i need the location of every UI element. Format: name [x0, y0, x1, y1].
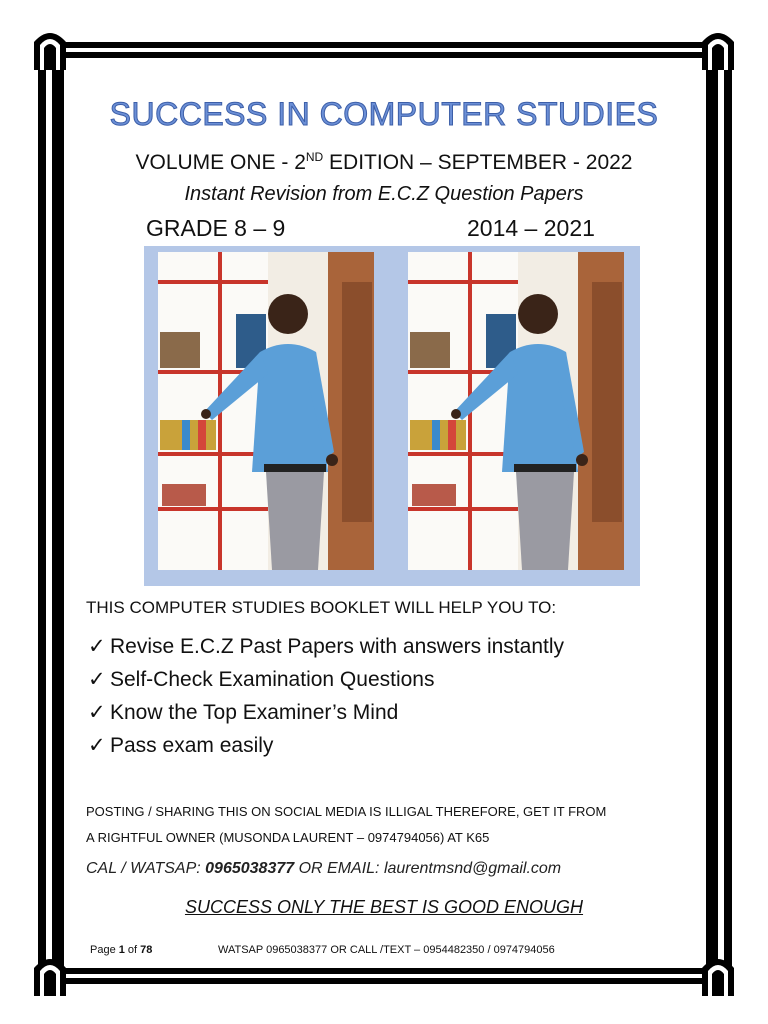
- corner-ornament-icon: [32, 954, 68, 996]
- checkmark-icon: ✓: [88, 734, 106, 757]
- author-photo-illustration: [158, 252, 374, 570]
- contact-prefix: CAL / WATSAP:: [86, 860, 206, 877]
- page-current: 1: [118, 944, 125, 956]
- edition-text: EDITION – SEPTEMBER - 2022: [323, 151, 633, 174]
- border-bottom-inner: [46, 974, 724, 978]
- document-title: SUCCESS IN COMPUTER STUDIES: [109, 96, 659, 132]
- benefit-item: [88, 634, 564, 659]
- posting-warning-line2: A RIGHTFUL OWNER (MUSONDA LAURENT – 0974794056) AT K65: [86, 830, 490, 845]
- checkmark-icon: ✓: [88, 635, 106, 658]
- checkmark-icon: ✓: [88, 668, 106, 691]
- of-label: of: [124, 944, 141, 956]
- corner-ornament-icon: [700, 954, 736, 996]
- checkmark-icon: ✓: [88, 701, 106, 724]
- footer-contact: WATSAP 0965038377 OR CALL /TEXT – 0954482350 / 0974794056: [218, 944, 555, 956]
- benefit-text: Self-Check Examination Questions: [110, 668, 435, 691]
- corner-ornament-icon: [32, 28, 68, 70]
- volume-text: VOLUME ONE - 2: [135, 151, 306, 174]
- years-label: 2014 – 2021: [467, 215, 595, 241]
- motto: SUCCESS ONLY THE BEST IS GOOD ENOUGH: [184, 897, 584, 917]
- benefit-item: [88, 667, 435, 692]
- volume-superscript: ND: [305, 150, 324, 164]
- page-number: [90, 944, 152, 956]
- benefit-item: [88, 700, 398, 725]
- volume-edition-line: [0, 150, 768, 175]
- benefit-text: Revise E.C.Z Past Papers with answers instantly: [110, 635, 565, 658]
- posting-warning-line1: POSTING / SHARING THIS ON SOCIAL MEDIA IS ILLIGAL THEREFORE, GET IT FROM: [86, 804, 607, 819]
- border-top-inner: [46, 48, 724, 52]
- benefit-text: Pass exam easily: [110, 734, 274, 757]
- contact-email: OR EMAIL: laurentmsnd@gmail.com: [294, 860, 562, 877]
- author-photo-panel: [144, 246, 640, 586]
- page-total: 78: [140, 944, 153, 956]
- author-photo-right: [408, 252, 624, 570]
- help-heading: THIS COMPUTER STUDIES BOOKLET WILL HELP YOU TO:: [86, 598, 557, 617]
- author-photo-left: [158, 252, 374, 570]
- corner-ornament-icon: [700, 28, 736, 70]
- grade-label: GRADE 8 – 9: [146, 215, 286, 241]
- subtitle: Instant Revision from E.C.Z Question Papers: [184, 183, 584, 205]
- benefit-text: Know the Top Examiner’s Mind: [110, 701, 399, 724]
- contact-number: 0965038377: [205, 860, 295, 877]
- page-label: Page: [90, 944, 119, 956]
- benefit-item: [88, 733, 273, 758]
- contact-line: [86, 860, 561, 878]
- author-photo-illustration: [408, 252, 624, 570]
